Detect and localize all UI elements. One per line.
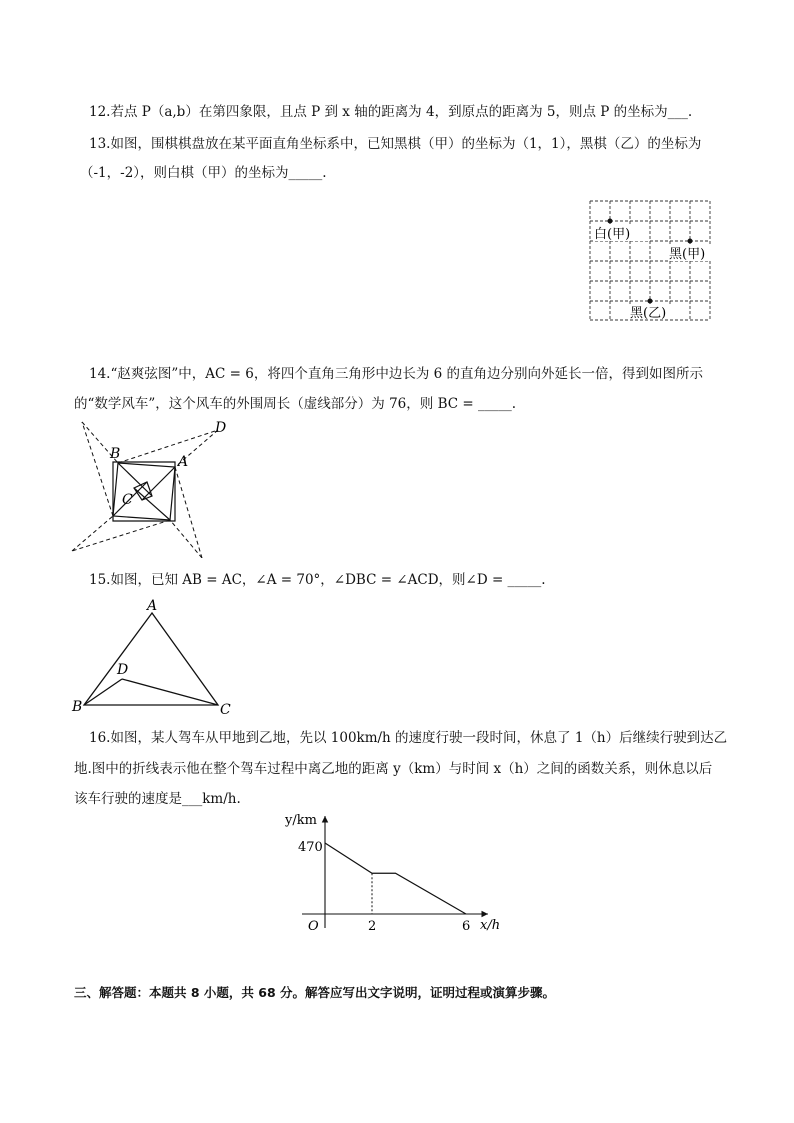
label-B: B [110, 446, 121, 462]
y-axis-label: y/km [285, 813, 317, 828]
label-D: D [215, 420, 227, 436]
label-B: B [72, 699, 83, 715]
label-C: C [220, 702, 231, 718]
q12-text: 12.若点 P（a,b）在第四象限，且点 P 到 x 轴的距离为 4，到原点的距离为 5，则点 P 的坐标为___. [89, 104, 693, 120]
origin-label: O [308, 919, 319, 934]
black-stone-yi [648, 299, 653, 304]
triangle-figure [70, 596, 240, 721]
q16-line3: 该车行驶的速度是___km/h. [74, 791, 241, 807]
x-tick-6: 6 [462, 919, 471, 934]
q16-line1: 16.如图，某人驾车从甲地到乙地，先以 100km/h 的速度行驶一段时间，休息了 1（h）后继续行驶到达乙 [89, 730, 728, 746]
q15-text: 15.如图，已知 AB = AC，∠A = 70°，∠DBC = ∠ACD，则∠D = _____. [89, 572, 546, 588]
black-stone-jia [688, 239, 693, 244]
q14-line2: 的“数学风车”，这个风车的外围周长（虚线部分）为 76，则 BC = _____. [74, 396, 516, 412]
q16-line2: 地.图中的折线表示他在整个驾车过程中离乙地的距离 y（km）与时间 x（h）之间的函数关系，则休息以后 [74, 761, 713, 777]
black-jia-label: 黑(甲) [669, 247, 706, 262]
distance-time-graph [280, 808, 510, 938]
q13-line2: （-1，-2），则白棋（甲）的坐标为_____. [80, 165, 327, 181]
white-stone-jia [608, 219, 613, 224]
label-D: D [117, 662, 129, 678]
section3-heading: 三、解答题：本题共 8 小题，共 68 分。解答应写出文字说明，证明过程或演算步骤。 [74, 985, 556, 1000]
label-C: C [122, 492, 133, 508]
black-yi-label: 黑(乙) [630, 306, 667, 321]
x-axis-label: x/h [480, 918, 501, 933]
x-tick-2: 2 [368, 919, 377, 934]
q14-line1: 14.“赵爽弦图”中，AC = 6，将四个直角三角形中边长为 6 的直角边分别向外延长一倍，得到如图所示 [89, 366, 704, 382]
go-board-figure [585, 196, 725, 326]
series-line [325, 843, 466, 914]
q13-line1: 13.如图，围棋棋盘放在某平面直角坐标系中，已知黑棋（甲）的坐标为（1，1），黑棋（乙）的坐标为 [89, 136, 702, 152]
windmill-figure [62, 418, 242, 558]
label-A: A [147, 598, 158, 614]
white-jia-label: 白(甲) [594, 227, 631, 242]
label-A: A [178, 454, 189, 470]
y-tick-470: 470 [298, 840, 323, 855]
